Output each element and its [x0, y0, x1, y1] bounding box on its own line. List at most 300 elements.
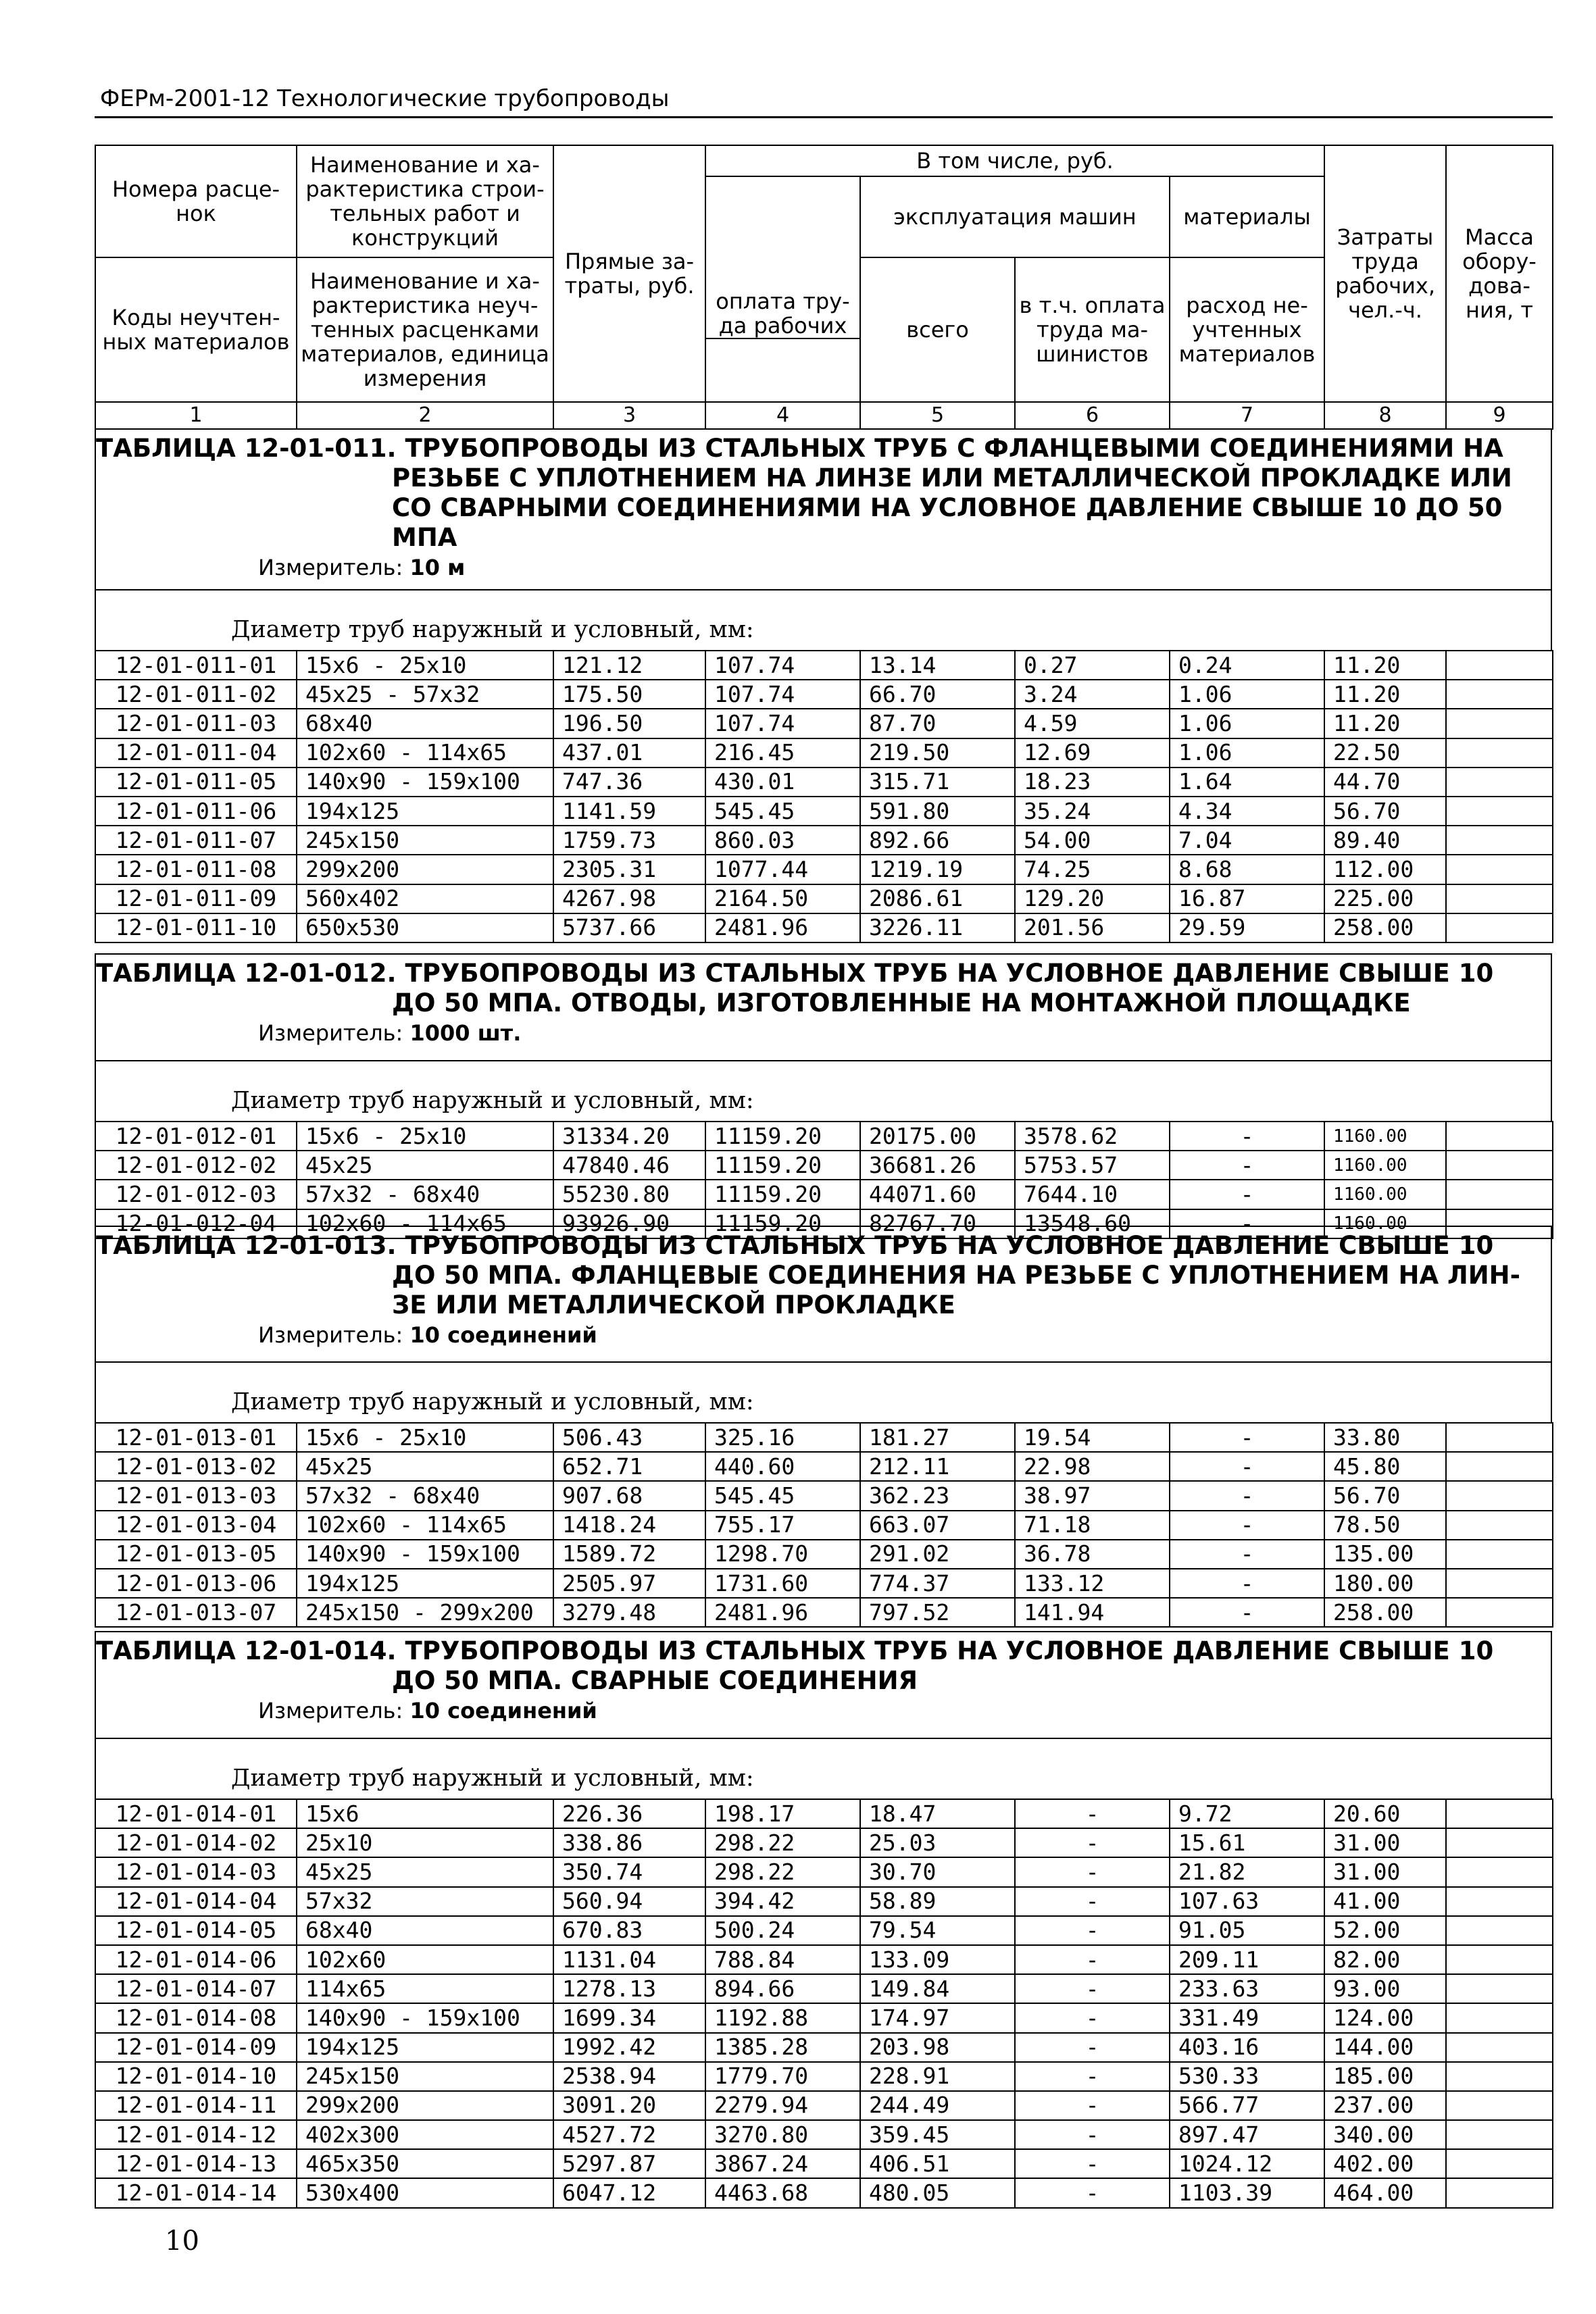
labor-hours-cell: 41.00 — [1324, 1887, 1446, 1916]
machinist-wages-cell: 74.25 — [1015, 855, 1170, 884]
pipe-diameter-cell: 57x32 - 68x40 — [297, 1180, 553, 1209]
direct-costs-cell: 4527.72 — [553, 2120, 705, 2149]
pipe-diameter-cell: 194x125 — [297, 1569, 553, 1598]
rate-table — [95, 1121, 1553, 1239]
direct-costs-cell: 31334.20 — [553, 1122, 705, 1151]
header-material-codes: Коды неучтен-ных материалов — [95, 257, 297, 402]
machines-total-cell: 219.50 — [860, 738, 1015, 768]
worker-wages-cell: 3270.80 — [705, 2120, 860, 2149]
direct-costs-cell: 6047.12 — [553, 2178, 705, 2207]
direct-costs-cell: 1589.72 — [553, 1540, 705, 1569]
pipe-diameter-cell: 102x60 - 114x65 — [297, 1209, 553, 1238]
machines-total-cell: 3226.11 — [860, 913, 1015, 942]
machines-total-cell: 774.37 — [860, 1569, 1015, 1598]
machinist-wages-cell: - — [1015, 2003, 1170, 2032]
labor-hours-cell: 135.00 — [1324, 1540, 1446, 1569]
table-row — [95, 1481, 1553, 1510]
pipe-diameter-cell: 57x32 - 68x40 — [297, 1481, 553, 1510]
labor-hours-cell: 11.20 — [1324, 680, 1446, 709]
worker-wages-cell: 860.03 — [705, 826, 860, 855]
machinist-wages-cell: 19.54 — [1015, 1423, 1170, 1452]
worker-wages-cell: 11159.20 — [705, 1151, 860, 1180]
worker-wages-cell: 11159.20 — [705, 1180, 860, 1209]
table-section-header — [95, 428, 1552, 651]
running-head: ФЕРм-2001-12 Технологические трубопроводы — [100, 85, 670, 112]
header-machines: эксплуатация машин — [860, 176, 1170, 257]
machines-total-cell: 892.66 — [860, 826, 1015, 855]
direct-costs-cell: 3091.20 — [553, 2091, 705, 2120]
labor-hours-cell: 82.00 — [1324, 1945, 1446, 1974]
table-section-header — [95, 953, 1552, 1122]
materials-cell: 8.68 — [1170, 855, 1324, 884]
direct-costs-cell: 226.36 — [553, 1799, 705, 1828]
labor-hours-cell: 20.60 — [1324, 1799, 1446, 1828]
machines-total-cell: 362.23 — [860, 1481, 1015, 1510]
worker-wages-cell: 4463.68 — [705, 2178, 860, 2207]
rate-code-cell: 12-01-011-09 — [95, 884, 297, 913]
header-material-name: Наименование и ха-рактеристика неуч-тенных расценками материалов, единица измерения — [297, 257, 553, 402]
machinist-wages-cell: 5753.57 — [1015, 1151, 1170, 1180]
direct-costs-cell: 1131.04 — [553, 1945, 705, 1974]
pipe-diameter-cell: 45x25 — [297, 1151, 553, 1180]
labor-hours-cell: 89.40 — [1324, 826, 1446, 855]
equipment-mass-cell — [1446, 884, 1553, 913]
header-work-name: Наименование и ха-рактеристика строи-тельных работ и конструкций — [297, 145, 553, 257]
equipment-mass-cell — [1446, 1511, 1553, 1540]
labor-hours-cell: 22.50 — [1324, 738, 1446, 768]
equipment-mass-cell — [1446, 855, 1553, 884]
equipment-mass-cell — [1446, 2178, 1553, 2207]
pipe-diameter-cell: 15x6 - 25x10 — [297, 1423, 553, 1452]
machines-total-cell: 480.05 — [860, 2178, 1015, 2207]
machinist-wages-cell: 133.12 — [1015, 1569, 1170, 1598]
materials-cell: 15.61 — [1170, 1828, 1324, 1857]
diameter-caption: Диаметр труб наружный и условный, мм: — [231, 616, 754, 643]
rate-code-cell: 12-01-014-12 — [95, 2120, 297, 2149]
worker-wages-cell: 500.24 — [705, 1916, 860, 1945]
worker-wages-cell: 894.66 — [705, 1974, 860, 2003]
table-row — [95, 1569, 1553, 1598]
worker-wages-cell: 1077.44 — [705, 855, 860, 884]
table-row — [95, 884, 1553, 913]
table-row — [95, 1540, 1553, 1569]
machinist-wages-cell: 4.59 — [1015, 709, 1170, 738]
rate-code-cell: 12-01-014-11 — [95, 2091, 297, 2120]
pipe-diameter-cell: 560x402 — [297, 884, 553, 913]
materials-cell: 107.63 — [1170, 1887, 1324, 1916]
table-row — [95, 855, 1553, 884]
equipment-mass-cell — [1446, 1828, 1553, 1857]
section-divider — [96, 589, 1551, 590]
rate-table — [95, 1799, 1553, 2209]
materials-cell: - — [1170, 1598, 1324, 1627]
machines-total-cell: 291.02 — [860, 1540, 1015, 1569]
equipment-mass-cell — [1446, 709, 1553, 738]
machines-total-cell: 2086.61 — [860, 884, 1015, 913]
table-title-line: РЕЗЬБЕ С УПЛОТНЕНИЕМ НА ЛИНЗЕ ИЛИ МЕТАЛЛИЧЕСКОЙ ПРОКЛАДКЕ ИЛИ — [392, 463, 1512, 493]
measure-value: 10 соединений — [409, 1698, 597, 1724]
pipe-diameter-cell: 299x200 — [297, 855, 553, 884]
pipe-diameter-cell: 245x150 — [297, 2062, 553, 2091]
equipment-mass-cell — [1446, 1423, 1553, 1452]
pipe-diameter-cell: 45x25 - 57x32 — [297, 680, 553, 709]
equipment-mass-cell — [1446, 913, 1553, 942]
rate-code-cell: 12-01-014-14 — [95, 2178, 297, 2207]
equipment-mass-cell — [1446, 680, 1553, 709]
labor-hours-cell: 1160.00 — [1324, 1180, 1446, 1209]
rate-code-cell: 12-01-012-04 — [95, 1209, 297, 1238]
machinist-wages-cell: 3578.62 — [1015, 1122, 1170, 1151]
machines-total-cell: 212.11 — [860, 1452, 1015, 1481]
worker-wages-cell: 107.74 — [705, 651, 860, 680]
pipe-diameter-cell: 194x125 — [297, 2033, 553, 2062]
col-number: 7 — [1170, 402, 1324, 429]
equipment-mass-cell — [1446, 1481, 1553, 1510]
equipment-mass-cell — [1446, 1122, 1553, 1151]
labor-hours-cell: 185.00 — [1324, 2062, 1446, 2091]
equipment-mass-cell — [1446, 1180, 1553, 1209]
pipe-diameter-cell: 15x6 — [297, 1799, 553, 1828]
worker-wages-cell: 3867.24 — [705, 2149, 860, 2178]
direct-costs-cell: 1992.42 — [553, 2033, 705, 2062]
machines-total-cell: 79.54 — [860, 1916, 1015, 1945]
table-row — [95, 913, 1553, 942]
equipment-mass-cell — [1446, 738, 1553, 768]
pipe-diameter-cell: 245x150 — [297, 826, 553, 855]
rate-code-cell: 12-01-011-05 — [95, 768, 297, 797]
direct-costs-cell: 1759.73 — [553, 826, 705, 855]
pipe-diameter-cell: 102x60 - 114x65 — [297, 738, 553, 768]
rate-code-cell: 12-01-011-07 — [95, 826, 297, 855]
col-number: 4 — [705, 402, 860, 429]
table-row — [95, 1799, 1553, 1828]
machines-total-cell: 203.98 — [860, 2033, 1015, 2062]
section-divider — [96, 1361, 1551, 1363]
pipe-diameter-cell: 15x6 - 25x10 — [297, 651, 553, 680]
worker-wages-cell: 298.22 — [705, 1828, 860, 1857]
labor-hours-cell: 464.00 — [1324, 2178, 1446, 2207]
pipe-diameter-cell: 650x530 — [297, 913, 553, 942]
section-divider — [96, 1738, 1551, 1739]
machinist-wages-cell: - — [1015, 1974, 1170, 2003]
worker-wages-cell: 2481.96 — [705, 1598, 860, 1627]
machinist-wages-cell: 12.69 — [1015, 738, 1170, 768]
pipe-diameter-cell: 57x32 — [297, 1887, 553, 1916]
direct-costs-cell: 560.94 — [553, 1887, 705, 1916]
measure-label: Измеритель: — [258, 1322, 403, 1348]
measure-label: Измеритель: — [258, 555, 403, 580]
worker-wages-cell: 107.74 — [705, 709, 860, 738]
table-row — [95, 2149, 1553, 2178]
pipe-diameter-cell: 45x25 — [297, 1857, 553, 1886]
header-rate-number: Номера расце-нок — [95, 145, 297, 257]
pipe-diameter-cell: 45x25 — [297, 1452, 553, 1481]
rate-code-cell: 12-01-011-01 — [95, 651, 297, 680]
table-row — [95, 651, 1553, 680]
equipment-mass-cell — [1446, 797, 1553, 826]
materials-cell: 9.72 — [1170, 1799, 1324, 1828]
materials-cell: 0.24 — [1170, 651, 1324, 680]
header-spacer — [705, 338, 860, 402]
worker-wages-cell: 788.84 — [705, 1945, 860, 1974]
measure-unit — [258, 1323, 597, 1347]
machinist-wages-cell: 129.20 — [1015, 884, 1170, 913]
machinist-wages-cell: 36.78 — [1015, 1540, 1170, 1569]
worker-wages-cell: 394.42 — [705, 1887, 860, 1916]
materials-cell: 7.04 — [1170, 826, 1324, 855]
table-row — [95, 1122, 1553, 1151]
table-row — [95, 1511, 1553, 1540]
direct-costs-cell: 1141.59 — [553, 797, 705, 826]
rate-code-cell: 12-01-011-06 — [95, 797, 297, 826]
direct-costs-cell: 93926.90 — [553, 1209, 705, 1238]
table-section-header — [95, 1631, 1552, 1800]
machinist-wages-cell: - — [1015, 1857, 1170, 1886]
header-wages: оплата тру-да рабочих — [705, 176, 860, 338]
materials-cell: - — [1170, 1180, 1324, 1209]
equipment-mass-cell — [1446, 1540, 1553, 1569]
labor-hours-cell: 1160.00 — [1324, 1151, 1446, 1180]
materials-cell: 233.63 — [1170, 1974, 1324, 2003]
labor-hours-cell: 56.70 — [1324, 797, 1446, 826]
header-machines-total: всего — [860, 257, 1015, 402]
machines-total-cell: 228.91 — [860, 2062, 1015, 2091]
rate-code-cell: 12-01-013-03 — [95, 1481, 297, 1510]
materials-cell: 29.59 — [1170, 913, 1324, 942]
machines-total-cell: 149.84 — [860, 1974, 1015, 2003]
rate-table — [95, 650, 1553, 943]
measure-value: 1000 шт. — [409, 1020, 522, 1046]
labor-hours-cell: 11.20 — [1324, 651, 1446, 680]
materials-cell: 1.64 — [1170, 768, 1324, 797]
labor-hours-cell: 258.00 — [1324, 913, 1446, 942]
materials-cell: - — [1170, 1511, 1324, 1540]
worker-wages-cell: 440.60 — [705, 1452, 860, 1481]
rate-code-cell: 12-01-014-03 — [95, 1857, 297, 1886]
rate-code-cell: 12-01-012-02 — [95, 1151, 297, 1180]
diameter-caption: Диаметр труб наружный и условный, мм: — [231, 1388, 754, 1415]
materials-cell: 1024.12 — [1170, 2149, 1324, 2178]
rate-code-cell: 12-01-012-01 — [95, 1122, 297, 1151]
machines-total-cell: 25.03 — [860, 1828, 1015, 1857]
labor-hours-cell: 56.70 — [1324, 1481, 1446, 1510]
table-title-line: ДО 50 МПА. ОТВОДЫ, ИЗГОТОВЛЕННЫЕ НА МОНТАЖНОЙ ПЛОЩАДКЕ — [392, 988, 1411, 1017]
materials-cell: 91.05 — [1170, 1916, 1324, 1945]
machines-total-cell: 82767.70 — [860, 1209, 1015, 1238]
rate-code-cell: 12-01-011-10 — [95, 913, 297, 942]
equipment-mass-cell — [1446, 1974, 1553, 2003]
table-title-line: ТАБЛИЦА 12-01-011. ТРУБОПРОВОДЫ ИЗ СТАЛЬНЫХ ТРУБ С ФЛАНЦЕВЫМИ СОЕДИНЕНИЯМИ НА — [96, 434, 1503, 463]
machinist-wages-cell: - — [1015, 1887, 1170, 1916]
labor-hours-cell: 11.20 — [1324, 709, 1446, 738]
machinist-wages-cell: 22.98 — [1015, 1452, 1170, 1481]
pipe-diameter-cell: 140x90 - 159x100 — [297, 768, 553, 797]
materials-cell: 1103.39 — [1170, 2178, 1324, 2207]
table-row — [95, 1151, 1553, 1180]
header-unaccounted-materials: расход не-учтенных материалов — [1170, 257, 1324, 402]
pipe-diameter-cell: 245x150 - 299x200 — [297, 1598, 553, 1627]
rate-code-cell: 12-01-012-03 — [95, 1180, 297, 1209]
direct-costs-cell: 196.50 — [553, 709, 705, 738]
table-row — [95, 2033, 1553, 2062]
direct-costs-cell: 4267.98 — [553, 884, 705, 913]
table-title-line: СО СВАРНЫМИ СОЕДИНЕНИЯМИ НА УСЛОВНОЕ ДАВЛЕНИЕ СВЫШЕ 10 ДО 50 — [392, 493, 1503, 522]
rate-code-cell: 12-01-011-02 — [95, 680, 297, 709]
machines-total-cell: 663.07 — [860, 1511, 1015, 1540]
direct-costs-cell: 1418.24 — [553, 1511, 705, 1540]
table-section-header — [95, 1226, 1552, 1424]
rate-code-cell: 12-01-011-03 — [95, 709, 297, 738]
equipment-mass-cell — [1446, 1452, 1553, 1481]
rate-code-cell: 12-01-014-06 — [95, 1945, 297, 1974]
machinist-wages-cell: 35.24 — [1015, 797, 1170, 826]
header-labor: Затраты труда рабочих, чел.-ч. — [1324, 145, 1446, 402]
materials-cell: 566.77 — [1170, 2091, 1324, 2120]
materials-cell: 209.11 — [1170, 1945, 1324, 1974]
machinist-wages-cell: 201.56 — [1015, 913, 1170, 942]
labor-hours-cell: 124.00 — [1324, 2003, 1446, 2032]
pipe-diameter-cell: 102x60 - 114x65 — [297, 1511, 553, 1540]
direct-costs-cell: 338.86 — [553, 1828, 705, 1857]
labor-hours-cell: 180.00 — [1324, 1569, 1446, 1598]
pipe-diameter-cell: 102x60 — [297, 1945, 553, 1974]
table-row — [95, 1423, 1553, 1452]
pipe-diameter-cell: 299x200 — [297, 2091, 553, 2120]
machines-total-cell: 87.70 — [860, 709, 1015, 738]
direct-costs-cell: 5737.66 — [553, 913, 705, 942]
direct-costs-cell: 2305.31 — [553, 855, 705, 884]
table-row — [95, 1452, 1553, 1481]
measure-unit — [258, 555, 465, 580]
direct-costs-cell: 652.71 — [553, 1452, 705, 1481]
page-number: 10 — [165, 2225, 199, 2257]
pipe-diameter-cell: 194x125 — [297, 797, 553, 826]
machinist-wages-cell: 3.24 — [1015, 680, 1170, 709]
col-number: 2 — [297, 402, 553, 429]
materials-cell: - — [1170, 1452, 1324, 1481]
rate-code-cell: 12-01-013-01 — [95, 1423, 297, 1452]
labor-hours-cell: 52.00 — [1324, 1916, 1446, 1945]
direct-costs-cell: 1699.34 — [553, 2003, 705, 2032]
col-number: 8 — [1324, 402, 1446, 429]
col-number: 6 — [1015, 402, 1170, 429]
table-row — [95, 1887, 1553, 1916]
header-mass: Масса обору-дова-ния, т — [1446, 145, 1553, 402]
materials-cell: - — [1170, 1481, 1324, 1510]
machinist-wages-cell: - — [1015, 2149, 1170, 2178]
worker-wages-cell: 11159.20 — [705, 1122, 860, 1151]
worker-wages-cell: 2279.94 — [705, 2091, 860, 2120]
worker-wages-cell: 755.17 — [705, 1511, 860, 1540]
materials-cell: 530.33 — [1170, 2062, 1324, 2091]
labor-hours-cell: 33.80 — [1324, 1423, 1446, 1452]
machinist-wages-cell: 38.97 — [1015, 1481, 1170, 1510]
equipment-mass-cell — [1446, 826, 1553, 855]
materials-cell: 1.06 — [1170, 709, 1324, 738]
table-title-line: ТАБЛИЦА 12-01-014. ТРУБОПРОВОДЫ ИЗ СТАЛЬНЫХ ТРУБ НА УСЛОВНОЕ ДАВЛЕНИЕ СВЫШЕ 10 — [96, 1636, 1494, 1665]
rate-code-cell: 12-01-013-05 — [95, 1540, 297, 1569]
machines-total-cell: 244.49 — [860, 2091, 1015, 2120]
rate-code-cell: 12-01-013-06 — [95, 1569, 297, 1598]
pipe-diameter-cell: 465x350 — [297, 2149, 553, 2178]
machinist-wages-cell: 54.00 — [1015, 826, 1170, 855]
worker-wages-cell: 430.01 — [705, 768, 860, 797]
table-row — [95, 1857, 1553, 1886]
measure-unit — [258, 1021, 521, 1045]
column-header — [95, 145, 1553, 430]
table-title-line: ДО 50 МПА. ФЛАНЦЕВЫЕ СОЕДИНЕНИЯ НА РЕЗЬБЕ С УПЛОТНЕНИЕМ НА ЛИН- — [392, 1261, 1521, 1290]
labor-hours-cell: 340.00 — [1324, 2120, 1446, 2149]
table-row — [95, 1828, 1553, 1857]
worker-wages-cell: 2481.96 — [705, 913, 860, 942]
labor-hours-cell: 225.00 — [1324, 884, 1446, 913]
machinist-wages-cell: - — [1015, 2033, 1170, 2062]
rate-code-cell: 12-01-014-07 — [95, 1974, 297, 2003]
equipment-mass-cell — [1446, 768, 1553, 797]
table-row — [95, 1974, 1553, 2003]
table-row — [95, 1945, 1553, 1974]
labor-hours-cell: 31.00 — [1324, 1857, 1446, 1886]
materials-cell: 1.06 — [1170, 680, 1324, 709]
machinist-wages-cell: - — [1015, 1945, 1170, 1974]
direct-costs-cell: 747.36 — [553, 768, 705, 797]
col-number: 3 — [553, 402, 705, 429]
diameter-caption: Диаметр труб наружный и условный, мм: — [231, 1087, 754, 1114]
machines-total-cell: 13.14 — [860, 651, 1015, 680]
rate-code-cell: 12-01-014-13 — [95, 2149, 297, 2178]
machinist-wages-cell: - — [1015, 1828, 1170, 1857]
table-row — [95, 2003, 1553, 2032]
table-row — [95, 1598, 1553, 1627]
worker-wages-cell: 1779.70 — [705, 2062, 860, 2091]
col-number: 1 — [95, 402, 297, 429]
pipe-diameter-cell: 140x90 - 159x100 — [297, 2003, 553, 2032]
labor-hours-cell: 93.00 — [1324, 1974, 1446, 2003]
table-row — [95, 709, 1553, 738]
table-row — [95, 680, 1553, 709]
rate-code-cell: 12-01-014-04 — [95, 1887, 297, 1916]
direct-costs-cell: 2505.97 — [553, 1569, 705, 1598]
machines-total-cell: 315.71 — [860, 768, 1015, 797]
machines-total-cell: 797.52 — [860, 1598, 1015, 1627]
header-rule — [95, 116, 1553, 118]
materials-cell: 1.06 — [1170, 738, 1324, 768]
pipe-diameter-cell: 140x90 - 159x100 — [297, 1540, 553, 1569]
equipment-mass-cell — [1446, 2149, 1553, 2178]
direct-costs-cell: 2538.94 — [553, 2062, 705, 2091]
materials-cell: 403.16 — [1170, 2033, 1324, 2062]
machinist-wages-cell: - — [1015, 1916, 1170, 1945]
materials-cell: - — [1170, 1209, 1324, 1238]
rate-code-cell: 12-01-011-08 — [95, 855, 297, 884]
labor-hours-cell: 44.70 — [1324, 768, 1446, 797]
direct-costs-cell: 47840.46 — [553, 1151, 705, 1180]
machinist-wages-cell: 141.94 — [1015, 1598, 1170, 1627]
machinist-wages-cell: - — [1015, 2091, 1170, 2120]
table-title-line: ТАБЛИЦА 12-01-013. ТРУБОПРОВОДЫ ИЗ СТАЛЬНЫХ ТРУБ НА УСЛОВНОЕ ДАВЛЕНИЕ СВЫШЕ 10 — [96, 1231, 1494, 1260]
equipment-mass-cell — [1446, 1916, 1553, 1945]
machines-total-cell: 30.70 — [860, 1857, 1015, 1886]
equipment-mass-cell — [1446, 1799, 1553, 1828]
rate-code-cell: 12-01-014-09 — [95, 2033, 297, 2062]
header-direct-costs: Прямые за-траты, руб. — [553, 145, 705, 402]
table-row — [95, 738, 1553, 768]
rate-code-cell: 12-01-013-07 — [95, 1598, 297, 1627]
direct-costs-cell: 506.43 — [553, 1423, 705, 1452]
machines-total-cell: 20175.00 — [860, 1122, 1015, 1151]
machinist-wages-cell: 13548.60 — [1015, 1209, 1170, 1238]
header-including: В том числе, руб. — [705, 145, 1324, 176]
